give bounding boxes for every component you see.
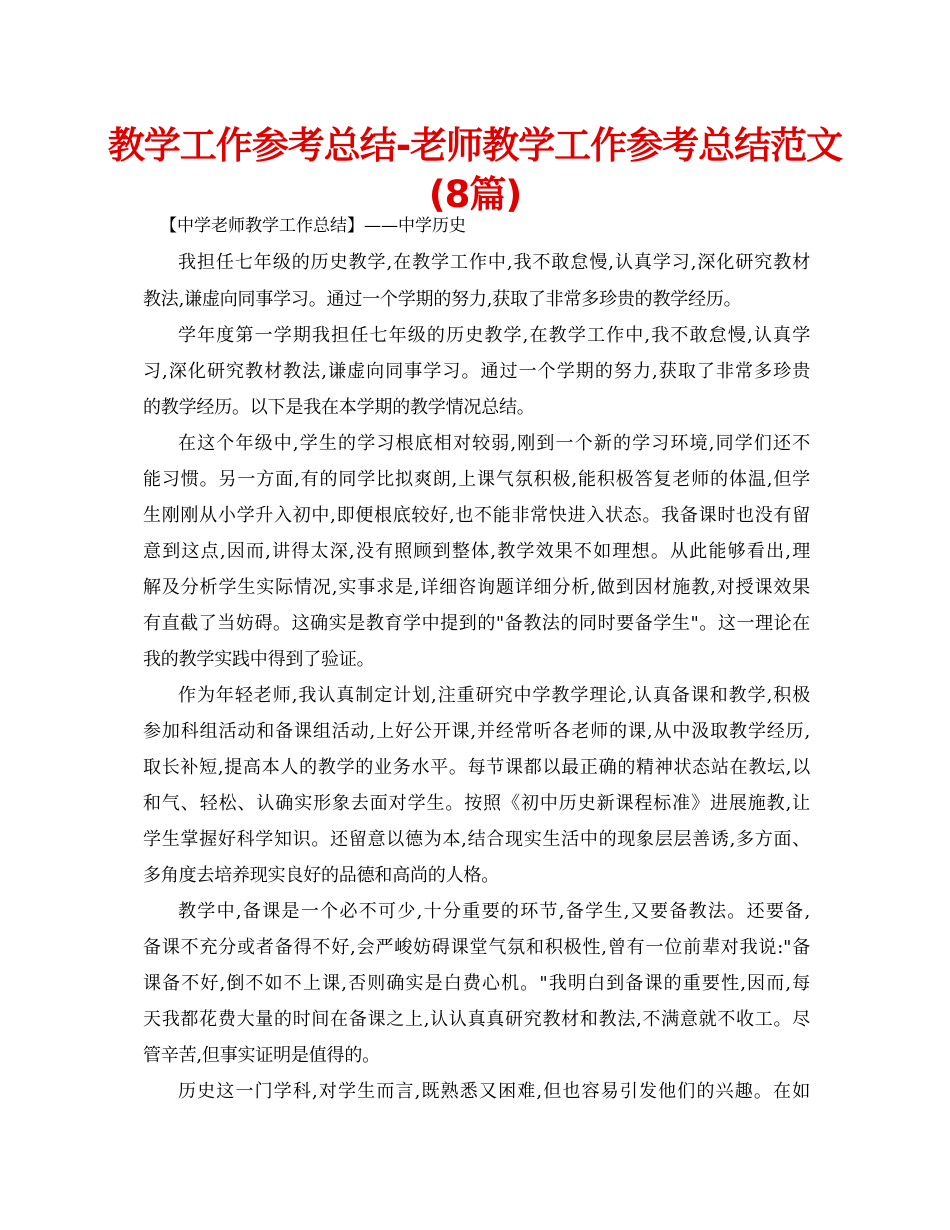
body-text-line: 习,深化研究教材教法,谦虚向同事学习。通过一个学期的努力,获取了非常多珍贵 [143,361,810,382]
document-title-line-2: (8篇) [428,173,522,216]
body-text-line: 多角度去培养现实良好的品德和高尚的人格。 [143,865,499,886]
body-text-line: 作为年轻老师,我认真制定计划,注重研究中学教学理论,认真备课和教学,积极 [178,685,810,706]
body-text-line: 和气、轻松、认确实形象去面对学生。按照《初中历史新课程标准》进展施教,让 [143,793,810,814]
body-text-line: 有直截了当妨碍。这确实是教育学中提到的"备教法的同时要备学生"。这一理论在 [143,613,810,634]
body-text-line: 参加科组活动和备课组活动,上好公开课,并经常听各老师的课,从中汲取教学经历, [143,721,810,742]
body-text-line: 我担任七年级的历史教学,在教学工作中,我不敢怠慢,认真学习,深化研究教材 [178,252,810,273]
body-text-line: 我的教学实践中得到了验证。 [143,649,375,670]
body-text-line: 学年度第一学期我担任七年级的历史教学,在教学工作中,我不敢怠慢,认真学 [178,325,810,346]
body-text-line: 历史这一门学科,对学生而言,既熟悉又困难,但也容易引发他们的兴趣。在如 [178,1081,810,1102]
body-text-line: 解及分析学生实际情况,实事求是,详细咨询题详细分析,做到因材施教,对授课效果 [143,577,810,598]
body-text-line: 的教学经历。以下是我在本学期的教学情况总结。 [143,397,535,418]
body-text-line: 备课不充分或者备得不好,会严峻妨碍课堂气氛和积极性,曾有一位前辈对我说:"备 [143,937,810,958]
body-text-line: 教学中,备课是一个必不可少,十分重要的环节,备学生,又要备教法。还要备, [178,901,810,922]
body-text-line: 课备不好,倒不如不上课,否则确实是白费心机。"我明白到备课的重要性,因而,每 [143,973,810,994]
body-text-line: 教法,谦虚向同事学习。通过一个学期的努力,获取了非常多珍贵的教学经历。 [143,289,742,310]
body-text-line: 学生掌握好科学知识。还留意以德为本,结合现实生活中的现象层层善诱,多方面、 [143,829,810,850]
body-text-line: 管辛苦,但事实证明是值得的。 [143,1045,380,1066]
body-text-line: 意到这点,因而,讲得太深,没有照顾到整体,教学效果不如理想。从此能够看出,理 [143,541,810,562]
body-text-line: 生刚刚从小学升入初中,即便根底较好,也不能非常快进入状态。我备课时也没有留 [143,505,810,526]
body-text-line: 在这个年级中,学生的学习根底相对较弱,刚到一个新的学习环境,同学们还不 [178,433,810,454]
body-text-line: 能习惯。另一方面,有的同学比拟爽朗,上课气氛积极,能积极答复老师的体温,但学 [143,469,810,490]
body-text-line: 取长补短,提高本人的教学的业务水平。每节课都以最正确的精神状态站在教坛,以 [143,757,810,778]
document-title-line-1: 教学工作参考总结-老师教学工作参考总结范文 [107,124,843,167]
body-text-line: 天我都花费大量的时间在备课之上,认认真真研究教材和教法,不满意就不收工。尽 [143,1009,810,1030]
section-heading: 【中学老师教学工作总结】——中学历史 [160,216,466,236]
